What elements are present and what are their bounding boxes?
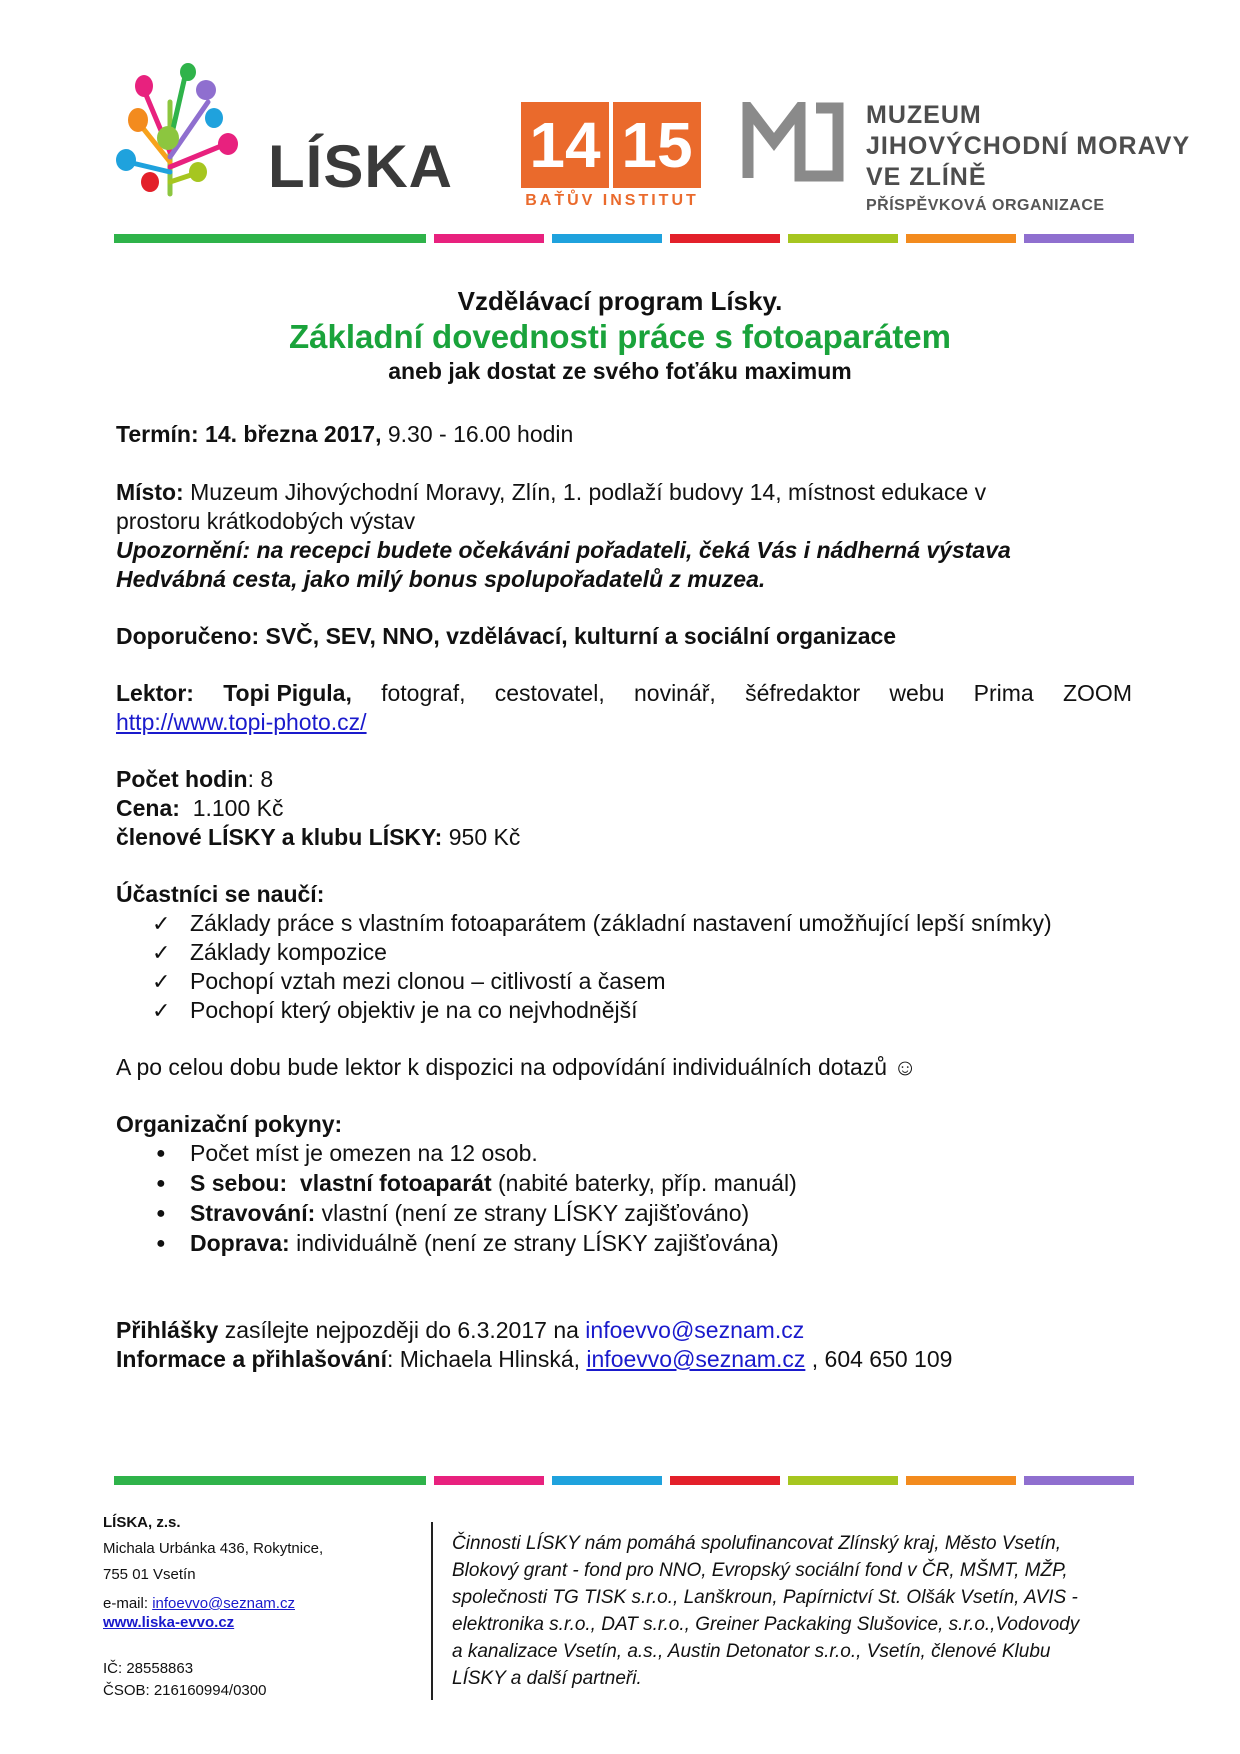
sponsor-line: elektronika s.r.o., DAT s.r.o., Greiner Packaking Slušovice, s.r.o.,Vodovody [452, 1614, 1080, 1635]
hours-label: Počet hodin [116, 766, 248, 792]
course-tagline: aneb jak dostat ze svého foťáku maximum [388, 358, 852, 384]
batuv-institut-logo [521, 102, 706, 210]
museum-subline: PŘÍSPĚVKOVÁ ORGANIZACE [866, 197, 1105, 214]
registration-label: Přihlášky [116, 1317, 219, 1343]
bar-purple [1024, 234, 1134, 243]
footer-web-link[interactable]: www.liska-evvo.cz [103, 1614, 235, 1631]
member-price-line [116, 823, 1132, 852]
sponsor-line: společnosti TG TISK s.r.o., Lanškroun, Papírnictví St. Olšák Vsetín, AVIS - [452, 1587, 1078, 1608]
footer-address-1: Michala Urbánka 436, Rokytnice, [103, 1540, 324, 1557]
learn-item: Základy práce s vlastním fotoaparátem (základní nastavení umožňující lepší snímky) [190, 910, 1052, 936]
misto-line [116, 478, 1132, 507]
sponsor-line: a kanalizace Vsetín, a.s., Austin Detonator s.r.o., Vsetín, členové Klubu [452, 1641, 1051, 1662]
org-item-bring-note: (nabité baterky, příp. manuál) [498, 1170, 797, 1196]
check-icon: ✓ [152, 969, 171, 994]
footer-ic: IČ: 28558863 [103, 1660, 194, 1677]
museum-line-1: MUZEUM [866, 101, 982, 129]
museum-line-2: JIHOVÝCHODNÍ MORAVY [866, 132, 1191, 160]
lektor-word: cestovatel, [494, 680, 605, 706]
price-line [116, 794, 1132, 823]
bar-green [114, 1476, 426, 1485]
bar-red [670, 1476, 780, 1485]
top-color-bars [114, 234, 1134, 243]
info-text: : Michaela Hlinská, [386, 1346, 581, 1372]
museum-line-3: VE ZLÍNĚ [866, 163, 987, 191]
org-item-bring [190, 1169, 797, 1198]
termin-time: 9.30 - 16.00 hodin [387, 421, 574, 447]
footer-address-2: 755 01 Vsetín [103, 1566, 196, 1583]
price-label: Cena: [116, 795, 180, 821]
footer-org-name: LÍSKA, z.s. [103, 1514, 181, 1531]
bar-lime [788, 1476, 898, 1485]
check-icon: ✓ [152, 911, 171, 936]
lektor-line [116, 679, 1132, 708]
org-title: Organizační pokyny: [116, 1111, 343, 1137]
member-price-value: 950 Kč [448, 824, 521, 850]
info-line [116, 1345, 1132, 1374]
lektor-word: fotograf, [381, 680, 466, 706]
hours-value: : 8 [247, 766, 274, 792]
registration-line [116, 1316, 1132, 1345]
lektor-word: webu [889, 680, 945, 706]
bar-orange [906, 234, 1016, 243]
bullet-icon: ● [156, 1205, 166, 1222]
registration-text: zasílejte nejpozději do 6.3.2017 na [224, 1317, 579, 1343]
sponsor-line: LÍSKY a další partneři. [452, 1668, 642, 1689]
doporuceno-line [116, 622, 1132, 651]
bullet-icon: ● [156, 1235, 166, 1252]
bar-red [670, 234, 780, 243]
info-label: Informace a přihlašování [116, 1346, 387, 1372]
learn-item: Základy kompozice [190, 939, 387, 965]
info-phone: , 604 650 109 [811, 1346, 953, 1372]
org-item-bring-camera: vlastní fotoaparát [299, 1170, 492, 1196]
learn-item: Pochopí který objektiv je na co nejvhodnější [190, 997, 638, 1023]
org-item-transport-note: individuálně (není ze strany LÍSKY zajišťována) [296, 1230, 779, 1256]
museum-mark-icon [742, 102, 852, 182]
museum-logo [742, 100, 1191, 214]
bar-blue [552, 234, 662, 243]
liska-logo [108, 62, 453, 202]
bullet-icon: ● [156, 1145, 166, 1162]
doporuceno-label: Doporučeno: [116, 623, 260, 649]
footer-email-link[interactable]: infoevvo@seznam.cz [152, 1595, 295, 1612]
check-icon: ✓ [152, 940, 171, 965]
org-item-bring-label: S sebou: [190, 1170, 288, 1196]
bar-magenta [434, 1476, 544, 1485]
footer-email-label: e-mail: [103, 1595, 149, 1612]
lektor-name: Topi Pigula, [223, 680, 352, 706]
bottom-color-bars [114, 1476, 1134, 1485]
termin-date: 14. března 2017, [205, 421, 382, 447]
bar-magenta [434, 234, 544, 243]
logo-14: 14 [521, 102, 609, 188]
course-title: Základní dovednosti práce s fotoaparátem [289, 318, 951, 355]
org-item-transport-label: Doprava: [190, 1230, 290, 1256]
org-item-food-note: vlastní (není ze strany LÍSKY zajišťováno) [321, 1200, 750, 1226]
registration-email-link[interactable]: infoevvo@seznam.cz [585, 1317, 805, 1343]
member-price-label: členové LÍSKY a klubu LÍSKY: [116, 824, 443, 850]
sponsor-line: Činnosti LÍSKY nám pomáhá spolufinancovat Zlínský kraj, Město Vsetín, [452, 1533, 1062, 1554]
lektor-word: šéfredaktor [745, 680, 861, 706]
liska-tree-icon [108, 62, 268, 202]
lektor-word: Prima [973, 680, 1034, 706]
lektor-word: ZOOM [1062, 680, 1132, 706]
misto-label: Místo: [116, 479, 184, 505]
batuv-institut-caption: BAŤŮV INSTITUT [525, 192, 699, 209]
program-title: Vzdělávací program Lísky. [457, 286, 783, 316]
lektor-website-link[interactable]: http://www.topi-photo.cz/ [116, 709, 367, 735]
availability-note: A po celou dobu bude lektor k dispozici na odpovídání individuálních dotazů ☺ [116, 1054, 917, 1080]
sponsor-line: Blokový grant - fond pro NNO, Evropský sociální fond v ČR, MŠMT, MŽP, [452, 1560, 1068, 1581]
org-item-capacity: Počet míst je omezen na 12 osob. [190, 1140, 538, 1166]
liska-wordmark: LÍSKA [268, 133, 453, 200]
lektor-label: Lektor: [116, 680, 194, 706]
misto-note-1: Upozornění: na recepci budete očekáváni pořadateli, čeká Vás i nádherná výstava [116, 537, 1011, 563]
logo-15: 15 [613, 102, 701, 188]
footer-csob: ČSOB: 216160994/0300 [103, 1682, 267, 1699]
termin-label: Termín: [116, 421, 199, 447]
org-item-food-label: Stravování: [190, 1200, 316, 1226]
doporuceno-text: SVČ, SEV, NNO, vzdělávací, kulturní a sociální organizace [265, 623, 897, 649]
bar-purple [1024, 1476, 1134, 1485]
misto-note-2: Hedvábná cesta, jako milý bonus spolupořadatelů z muzea. [116, 566, 766, 592]
bar-lime [788, 234, 898, 243]
org-item-transport [190, 1229, 779, 1258]
hours-line [116, 765, 1132, 794]
footer-sponsors [452, 1530, 1152, 1692]
footer-address [103, 1510, 403, 1702]
bullet-icon: ● [156, 1175, 166, 1192]
bar-orange [906, 1476, 1016, 1485]
misto-text-1: Muzeum Jihovýchodní Moravy, Zlín, 1. podlaží budovy 14, místnost edukace v [190, 479, 987, 505]
footer-divider [431, 1522, 433, 1700]
check-icon: ✓ [152, 998, 171, 1023]
org-item-food [190, 1199, 749, 1228]
lektor-word: novinář, [633, 680, 716, 706]
learn-item: Pochopí vztah mezi clonou – citlivostí a časem [190, 968, 666, 994]
termin-line [116, 420, 1132, 449]
price-value: 1.100 Kč [192, 795, 284, 821]
misto-text-2: prostoru krátkodobých výstav [116, 508, 416, 534]
info-email-link[interactable]: infoevvo@seznam.cz [586, 1346, 806, 1372]
learn-title: Účastníci se naučí: [116, 881, 325, 907]
bar-blue [552, 1476, 662, 1485]
bar-green [114, 234, 426, 243]
